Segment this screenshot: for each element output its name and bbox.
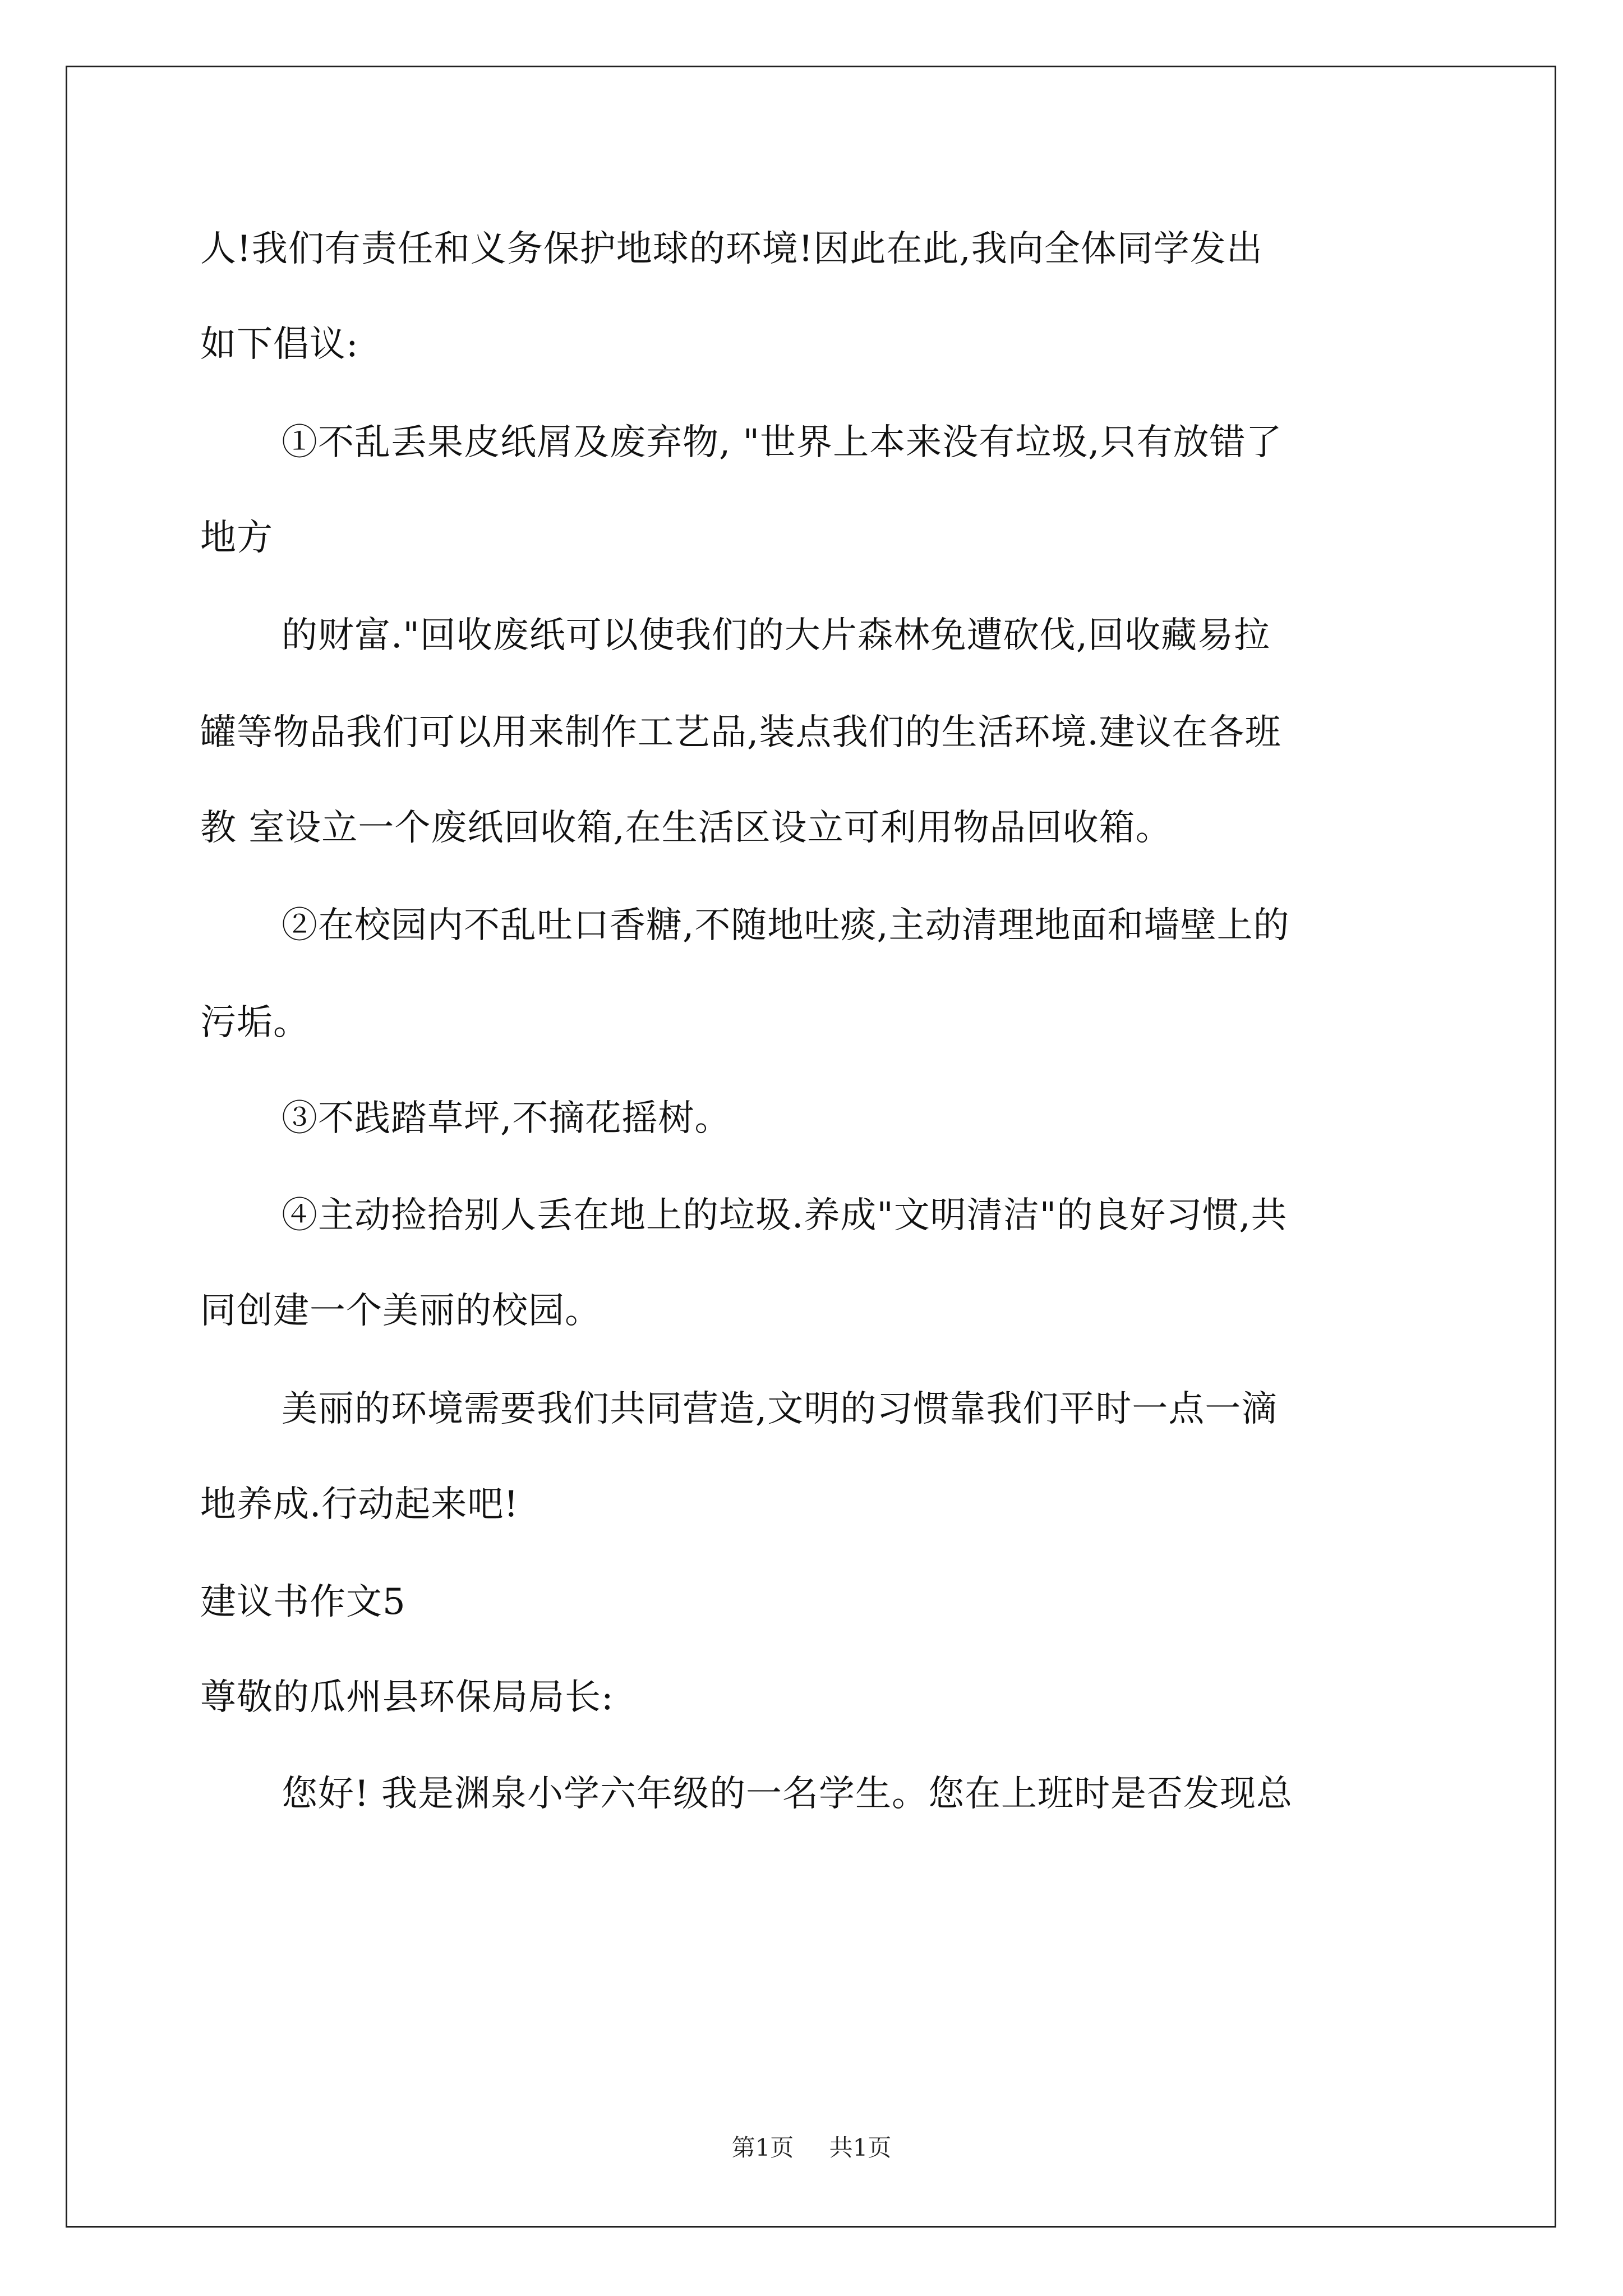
body-line-4: 地方 (200, 517, 273, 559)
body-line-1: 人!我们有责任和义务保护地球的环境!因此在此,我向全体同学发出 (200, 228, 1263, 270)
body-line-12: 同创建一个美丽的校园。 (200, 1290, 601, 1332)
page-total: 共1页 (829, 2134, 892, 2161)
page-border (66, 66, 1556, 2228)
body-line-6: 罐等物品我们可以用来制作工艺品,装点我们的生活环境.建议在各班 (200, 712, 1281, 753)
section-heading: 建议书作文5 (200, 1581, 406, 1623)
body-line-14: 地养成.行动起来吧! (200, 1484, 519, 1525)
body-line-10: ③不践踏草坪,不摘花摇树。 (282, 1098, 731, 1139)
page-number: 第1页 (731, 2134, 794, 2161)
body-line-7: 教 室设立一个废纸回收箱,在生活区设立可利用物品回收箱。 (200, 807, 1172, 849)
body-line-11: ④主动捡拾别人丢在地上的垃圾.养成"文明清洁"的良好习惯,共 (282, 1195, 1288, 1236)
body-line-2: 如下倡议: (200, 324, 359, 365)
body-line-17: 您好! 我是渊泉小学六年级的一名学生。您在上班时是否发现总 (282, 1773, 1293, 1815)
body-line-5: 的财富."回收废纸可以使我们的大片森林免遭砍伐,回收藏易拉 (282, 615, 1271, 656)
salutation: 尊敬的瓜州县环保局局长: (200, 1677, 614, 1718)
body-line-9: 污垢。 (200, 1002, 310, 1043)
body-line-8: ②在校园内不乱吐口香糖,不随地吐痰,主动清理地面和墙壁上的 (282, 905, 1290, 946)
body-line-3: ①不乱丢果皮纸屑及废弃物, "世界上本来没有垃圾,只有放错了 (282, 422, 1283, 463)
body-line-13: 美丽的环境需要我们共同营造,文明的习惯靠我们平时一点一滴 (282, 1388, 1278, 1430)
page-footer (0, 2129, 1623, 2163)
